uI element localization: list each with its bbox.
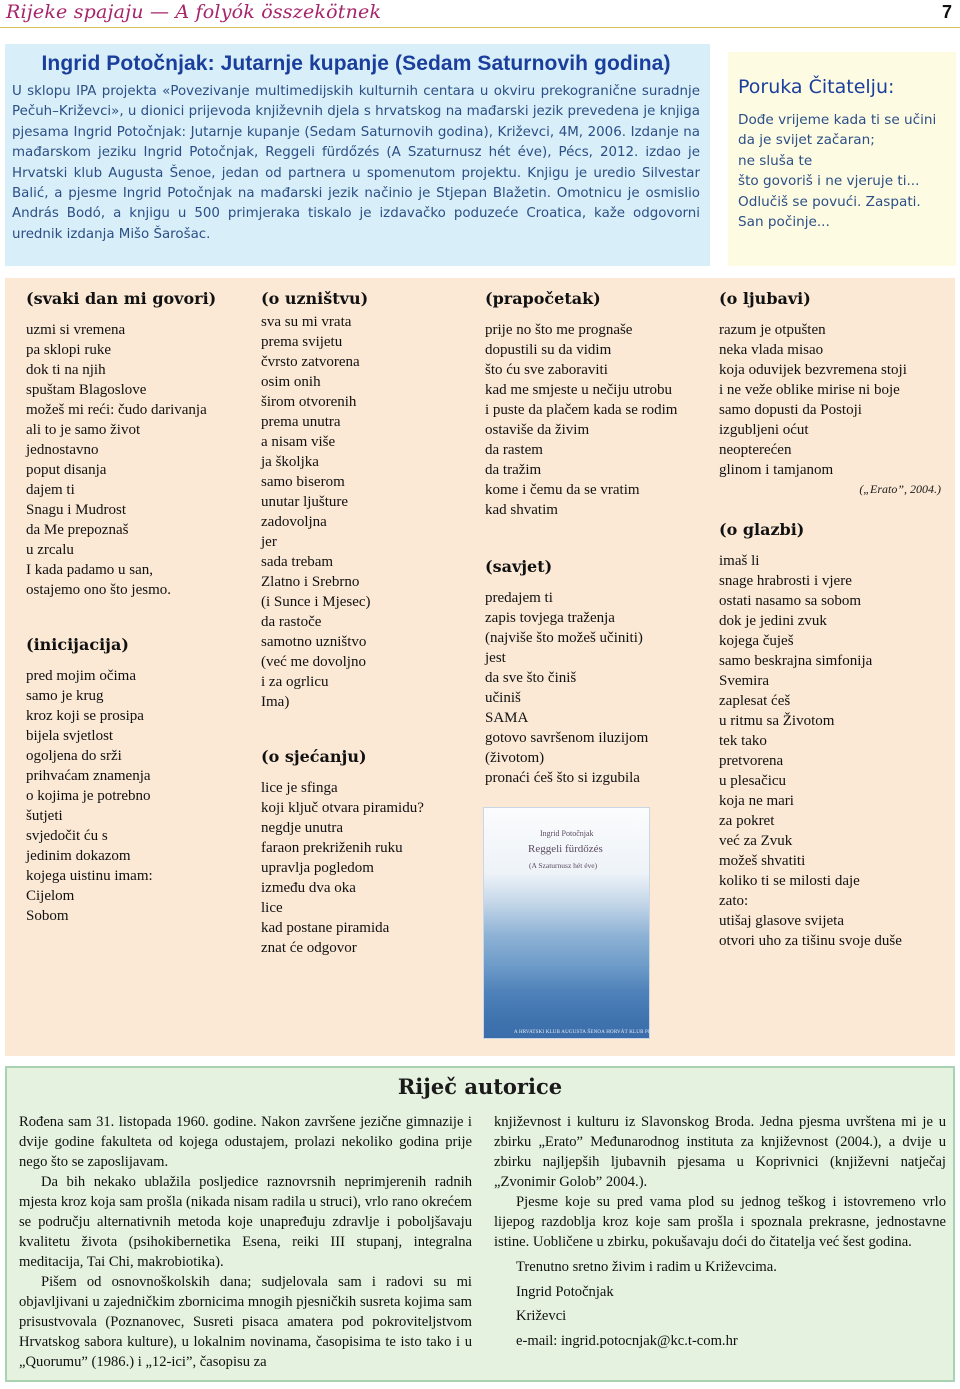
book-cover-subtitle: (A Szaturnusz hét éve) [529, 861, 598, 870]
poem [485, 556, 710, 788]
poem-line: Ima) [261, 694, 290, 710]
author-paragraph: književnost i kulturu iz Slavonskog Broda. Jedna pjesma uvrštena mi je u zbirku „Erato” Međunarodnog instituta za književnost (2004.), a dvije u zbirku najljepših ljubavnih pjesama u Koprivnici (književni natječaj „Zvonimir Golob” 2004.). [494, 1114, 946, 1190]
poem-title: (inicijacija) [26, 635, 129, 654]
poem-line: zaplesat ćeš [719, 693, 791, 709]
poem-line: kad postane piramida [261, 920, 390, 936]
poem-line: Svemira [719, 673, 769, 689]
poem-line: I kada padamo u san, [26, 562, 154, 578]
author-paragraph: Pišem od osnovnoškolskih dana; sudjelovala sam i radovi su mi objavljivani u zajedničkim zbornicima mnogih pjesničkih susreta kojima sam prisustvovala (Poznanovec, Susreti pisaca amatera pod pokroviteljstvom Hrvatskog sabora kulture), u lokalnim novinama, časopisima te isto tako i u „Quorumu” (1986.) i „12-ici”, časopisu za [19, 1274, 472, 1370]
poem-line: predajem ti [485, 590, 553, 606]
poem-line: jedinim dokazom [26, 848, 131, 864]
author-box [5, 1066, 955, 1382]
poem-line: zato: [719, 893, 749, 909]
page-header [0, 0, 960, 28]
poem-line: ostati nasamo sa sobom [719, 593, 862, 609]
poem-column-4 [719, 288, 951, 985]
reader-message-box [728, 52, 956, 266]
poem-line: Zlatno i Srebrno [261, 574, 360, 590]
poem-line: ostajemo ono što jesmo. [26, 582, 171, 598]
poem-line: prihvaćam znamenja [26, 768, 151, 784]
poem-line: jer [261, 534, 277, 550]
poem-line: koliko ti se milosti daje [719, 873, 860, 889]
poem-line: (već me dovoljno [261, 654, 366, 670]
signature-email: e-mail: ingrid.potocnjak@kc.t-com.hr [516, 1333, 738, 1350]
poem [261, 746, 476, 958]
poem-column-2 [261, 288, 476, 992]
poem-line: Snagu i Mudrost [26, 502, 127, 518]
poem-line: pred mojim očima [26, 668, 136, 684]
poem-line: SAMA [485, 710, 529, 726]
poem-line: dopustili su da vidim [485, 342, 612, 358]
author-paragraph: Rođena sam 31. listopada 1960. godine. Nakon završene jezične gimnazije i dvije godine fakulteta od kojega odustajem, prolazi nekoliko godina prije nego što se zaposlijavam. [19, 1114, 472, 1170]
intro-box [5, 44, 710, 266]
poem-line: negdje unutra [261, 820, 344, 836]
poem-column-1 [26, 288, 246, 960]
poem-line: razum je otpušten [719, 322, 826, 338]
poem-line: zapis tovjega traženja [485, 610, 615, 626]
poem-line: snage hrabrosti i vjere [719, 573, 852, 589]
poem-line: a nisam više [261, 434, 336, 450]
book-cover-image [484, 808, 658, 1038]
page-number: 7 [941, 2, 952, 22]
poem [719, 288, 951, 497]
signature-line: Trenutno sretno živim i radim u Križevcima. [516, 1259, 777, 1275]
reader-message-heading: Poruka Čitatelju: [738, 76, 895, 98]
poem-line: bijela svjetlost [26, 728, 114, 744]
poem-line: u plesačicu [719, 773, 787, 789]
poem-line: ostaviše da živim [485, 422, 590, 438]
poem-line: samo je krug [26, 688, 104, 704]
poem-line: neopterećen [719, 442, 792, 458]
poem-line: (životom) [485, 750, 545, 766]
poem-line: šutjeti [26, 808, 63, 824]
poem-title: (o uzništvu) [261, 289, 369, 308]
poem-line: možeš mi reći: čudo darivanja [26, 402, 207, 418]
poem-line: već za Zvuk [719, 833, 793, 849]
poem-line: širom otvorenih [261, 394, 357, 410]
signature-place: Križevci [516, 1308, 567, 1325]
reader-message-line: San počinje... [738, 214, 830, 231]
author-paragraph: Pjesme koje su pred vama plod su jednog teškog i istovremeno vrlo lijepog razdoblja kroz koje sam prošla i spoznala prekrasne, jednostavne istine. Uobličene u zbirku, pokušavaju doći do čitatelja već šest godina. [494, 1194, 946, 1250]
poem-line: samotno uzništvo [261, 634, 367, 650]
poem-line: otvori uho za tišinu svoje duše [719, 933, 902, 949]
poem-line: (i Sunce i Mjesec) [261, 594, 371, 610]
poem-line: koja ne mari [719, 793, 794, 809]
poem-line: sva su mi vrata [261, 314, 352, 330]
poem-line: prema svijetu [261, 334, 343, 350]
intro-paragraph: U sklopu IPA projekta «Povezivanje multimedijskih kulturnih centara u okviru prekogranične suradnje Pečuh–Križevci», u dionici prijevoda književnih djela s hrvatskog na mađarski jezik prevedena je knjiga pjesama Ingrid Potočnjak: Jutarnje kupanje (Sedam Saturnovih godina), Križevci, 4M, 2006. Izdanje na mađarskom jeziku Ingrid Potočnjak, Reggeli fürdőzés (A Szaturnusz hét éve), Pécs, 2012. izdao je Hrvatski klub Augusta Šenoe, jedan od partnera u spomenutom projektu. Knjigu je uredio Silvestar Balić, a pjesme Ingrid Potočnjak na mađarski jezik načinio je Stjepan Blažetin. Omotnicu je osmislio András Bodó, a knjigu u 500 primjeraka tiskalo je izdavačko poduzeće Croatica, kaže odgovorni urednik izdanja Mišo Šarošac. [12, 84, 700, 242]
poem-line: znat će odgovor [261, 940, 357, 956]
signature-name: Ingrid Potočnjak [516, 1283, 614, 1300]
poem-line: uzmi si vremena [26, 322, 126, 338]
poem-line: pronaći ćeš što si izgubila [485, 770, 640, 786]
poem-title: (o ljubavi) [719, 289, 811, 308]
poem-line: ali to je samo život [26, 422, 141, 438]
poem-title: (o sjećanju) [261, 747, 367, 766]
poem-title: (savjet) [485, 557, 553, 576]
poem-line: glinom i tamjanom [719, 462, 834, 478]
poem-line: kroz koji se prosipa [26, 708, 144, 724]
book-cover-title: Reggeli fürdőzés [528, 843, 603, 855]
poem-line: koji ključ otvara piramidu? [261, 800, 424, 816]
reader-message-line: Odlučiš se povući. Zaspati. [738, 193, 921, 210]
poem-line: Cijelom [26, 888, 75, 904]
reader-message-line: da je svijet začaran; [738, 132, 875, 149]
poem-line: lice [261, 900, 283, 916]
poem-line: možeš shvatiti [719, 853, 806, 869]
reader-message-line: Dođe vrijeme kada ti se učini [738, 112, 937, 128]
poem-line: samo beskrajna simfonija [719, 653, 873, 669]
poem-column-3 [485, 288, 710, 822]
poem [719, 519, 951, 951]
poem-line: o kojima je potrebno [26, 788, 151, 804]
poem-line: dok ti na njih [26, 362, 106, 378]
poem-line: imaš li [719, 553, 760, 569]
poem-line: da rastoče [261, 614, 322, 630]
poem-line: prema unutra [261, 414, 341, 430]
poem [26, 634, 246, 926]
poem-line: utišaj glasove svijeta [719, 913, 844, 929]
poem-line: lice je sfinga [261, 780, 338, 796]
reader-message-line: ne sluša te [738, 152, 813, 169]
poem-line: dok je jedini zvuk [719, 613, 827, 629]
poem-title: (svaki dan mi govori) [26, 289, 217, 308]
poem [485, 288, 710, 520]
poem-line: za pokret [719, 813, 775, 829]
poem-line: koja oduvijek bezvremena stoji [719, 362, 907, 378]
article-title: Ingrid Potočnjak: Jutarnje kupanje (Sedam Saturnovih godina) [41, 52, 671, 75]
book-cover-author: Ingrid Potočnjak [540, 829, 594, 838]
poems-panel [5, 278, 955, 1056]
poem-line: Sobom [26, 908, 69, 924]
poem-line: ogoljena do srži [26, 748, 122, 764]
poem-line: kojega uistinu imam: [26, 868, 153, 884]
poem-line: zadovoljna [261, 514, 327, 530]
poem-line: neka vlada misao [719, 342, 824, 358]
poem-title: (prapočetak) [485, 289, 601, 308]
poem-line: kad shvatim [485, 502, 558, 518]
poem-line: što ću sve zaboraviti [485, 362, 608, 378]
poem [261, 288, 476, 712]
poem-line: između dva oka [261, 880, 356, 896]
poem-line: samo dopusti da Postoji [719, 402, 862, 418]
poem-line: i puste da plačem kada se rodim [485, 402, 678, 418]
poem-line: (najviše što možeš učiniti) [485, 630, 643, 646]
poem-line: učiniš [485, 690, 521, 706]
poem-line: faraon prekriženih ruku [261, 840, 403, 856]
poem-line: spuštam Blagoslove [26, 382, 147, 398]
poem-line: gotovo savršenom iluzijom [485, 730, 649, 746]
publication-title: Rijeke spajaju — A folyók összekötnek [6, 1, 382, 23]
poem-line: kome i čemu da se vratim [485, 482, 640, 498]
poem-line: unutar ljušture [261, 494, 349, 510]
poem-line: jest [485, 650, 506, 666]
poem-line: čvrsto zatvorena [261, 354, 360, 370]
poem-line: svjedočit ću s [26, 828, 108, 844]
poem-line: tek tako [719, 733, 767, 749]
poem-line: kad me smjeste u nečiju utrobu [485, 382, 673, 398]
poem-line: da tražim [485, 462, 542, 478]
poem-line: da sve što činiš [485, 670, 577, 686]
poem-line: da Me prepoznaš [26, 522, 129, 538]
poem-line: prije no što me prognaše [485, 322, 633, 338]
poem-line: i ne veže oblike mirise ni boje [719, 382, 900, 398]
poem-line: osim onih [261, 374, 321, 390]
poem-line: pa sklopi ruke [26, 342, 111, 358]
poem-line: poput disanja [26, 462, 107, 478]
author-heading: Riječ autorice [397, 1074, 563, 1099]
poem-line: upravlja pogledom [261, 860, 374, 876]
poem-line: u zrcalu [26, 542, 74, 558]
poem-line: ja školjka [261, 454, 319, 470]
poem-line: izgubljeni oćut [719, 422, 809, 438]
author-paragraph: Da bih nekako ublažila posljedice raznovrsnih neprimjerenih radnih mjesta kroz koja sam prošla (nikada nisam radila u struci), vrlo rano okrećem se području alternativnih metoda koje unapređuju zdravlje i poboljšavaju kvalitetu života (psihokibernetika Esena, reiki III stupanj, integralna meditacija, Tai Chi, makrobiotika). [19, 1174, 472, 1270]
poem-title: (o glazbi) [719, 520, 805, 539]
poem-line: samo biserom [261, 474, 345, 490]
poem-line: sada trebam [261, 554, 334, 570]
poem [26, 288, 246, 600]
poem-line: i za ogrlicu [261, 674, 329, 690]
poem-line: da rastem [485, 442, 543, 458]
author-column-left [19, 1112, 472, 1372]
poem-line: pretvorena [719, 753, 784, 769]
poem-line: jednostavno [26, 442, 99, 458]
reader-message-line: što govoriš i ne vjeruje ti... [738, 173, 920, 190]
poem-line: u ritmu sa Životom [719, 713, 835, 729]
book-cover-publisher: A HRVATSKI KLUB AUGUSTA ŠENOA HORVÁT KLUB PÉCS [514, 1030, 658, 1035]
poem-citation: („Erato”, 2004.) [859, 482, 941, 496]
author-column-right [494, 1112, 946, 1354]
poem-line: kojega čuješ [719, 633, 794, 649]
poem-line: dajem ti [26, 482, 75, 498]
